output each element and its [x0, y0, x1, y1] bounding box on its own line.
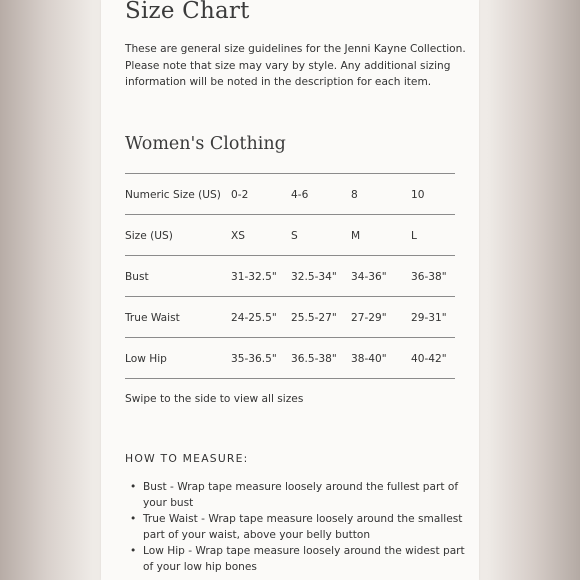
table-cell: XS: [231, 230, 245, 242]
size-table[interactable]: [125, 173, 455, 379]
table-cell: 10: [411, 189, 425, 201]
measure-text-line: of your low hip bones: [143, 561, 257, 573]
table-cell: S: [291, 230, 298, 242]
table-cell: 36-38": [411, 271, 447, 283]
table-cell: 31-32.5": [231, 271, 277, 283]
table-row: [125, 255, 455, 296]
table-row: [125, 214, 455, 255]
list-item: [125, 543, 465, 575]
bullet-icon: •: [130, 545, 137, 557]
row-label: Low Hip: [125, 353, 167, 365]
table-cell: 36.5-38": [291, 353, 337, 365]
intro-text: [125, 41, 466, 91]
measure-list: [125, 479, 465, 575]
bullet-icon: •: [130, 481, 137, 493]
intro-line: These are general size guidelines for the Jenni Kayne Collection.: [125, 43, 466, 55]
measure-text-line: Low Hip - Wrap tape measure loosely around the widest part: [143, 545, 465, 557]
intro-line: Please note that size may vary by style. Any additional sizing: [125, 59, 451, 72]
table-cell: 32.5-34": [291, 271, 337, 283]
size-chart-page: [101, 0, 479, 580]
table-cell: 35-36.5": [231, 353, 277, 365]
table-cell: 25.5-27": [291, 312, 337, 324]
table-cell: 38-40": [351, 353, 387, 365]
row-label: Numeric Size (US): [125, 189, 221, 201]
measure-text-line: part of your waist, above your belly button: [143, 529, 371, 541]
table-cell: 40-42": [411, 353, 447, 365]
table-cell: M: [351, 230, 361, 242]
table-row: [125, 173, 455, 214]
row-label: Size (US): [125, 230, 173, 242]
page-title: Size Chart: [125, 0, 250, 24]
section-title: Women's Clothing: [125, 134, 286, 154]
table-cell: L: [411, 230, 417, 242]
measure-text-line: Bust - Wrap tape measure loosely around the fullest part of: [143, 481, 459, 493]
how-to-measure-title: HOW TO MEASURE:: [125, 452, 249, 465]
table-cell: 24-25.5": [231, 312, 277, 324]
table-row: [125, 296, 455, 337]
intro-line: information will be noted in the description for each item.: [125, 76, 432, 88]
table-cell: 4-6: [291, 189, 309, 201]
row-label: True Waist: [125, 312, 180, 324]
table-cell: 29-31": [411, 312, 447, 324]
bullet-icon: •: [130, 513, 137, 525]
swipe-hint: Swipe to the side to view all sizes: [125, 393, 304, 405]
measure-text-line: your bust: [143, 497, 194, 509]
table-cell: 8: [351, 189, 358, 201]
measure-text-line: True Waist - Wrap tape measure loosely around the smallest: [143, 513, 463, 525]
table-cell: 34-36": [351, 271, 387, 283]
table-cell: 0-2: [231, 189, 249, 201]
list-item: [125, 479, 460, 511]
list-item: [125, 511, 463, 543]
table-row: [125, 337, 455, 379]
row-label: Bust: [125, 271, 149, 283]
table-cell: 27-29": [351, 312, 387, 324]
